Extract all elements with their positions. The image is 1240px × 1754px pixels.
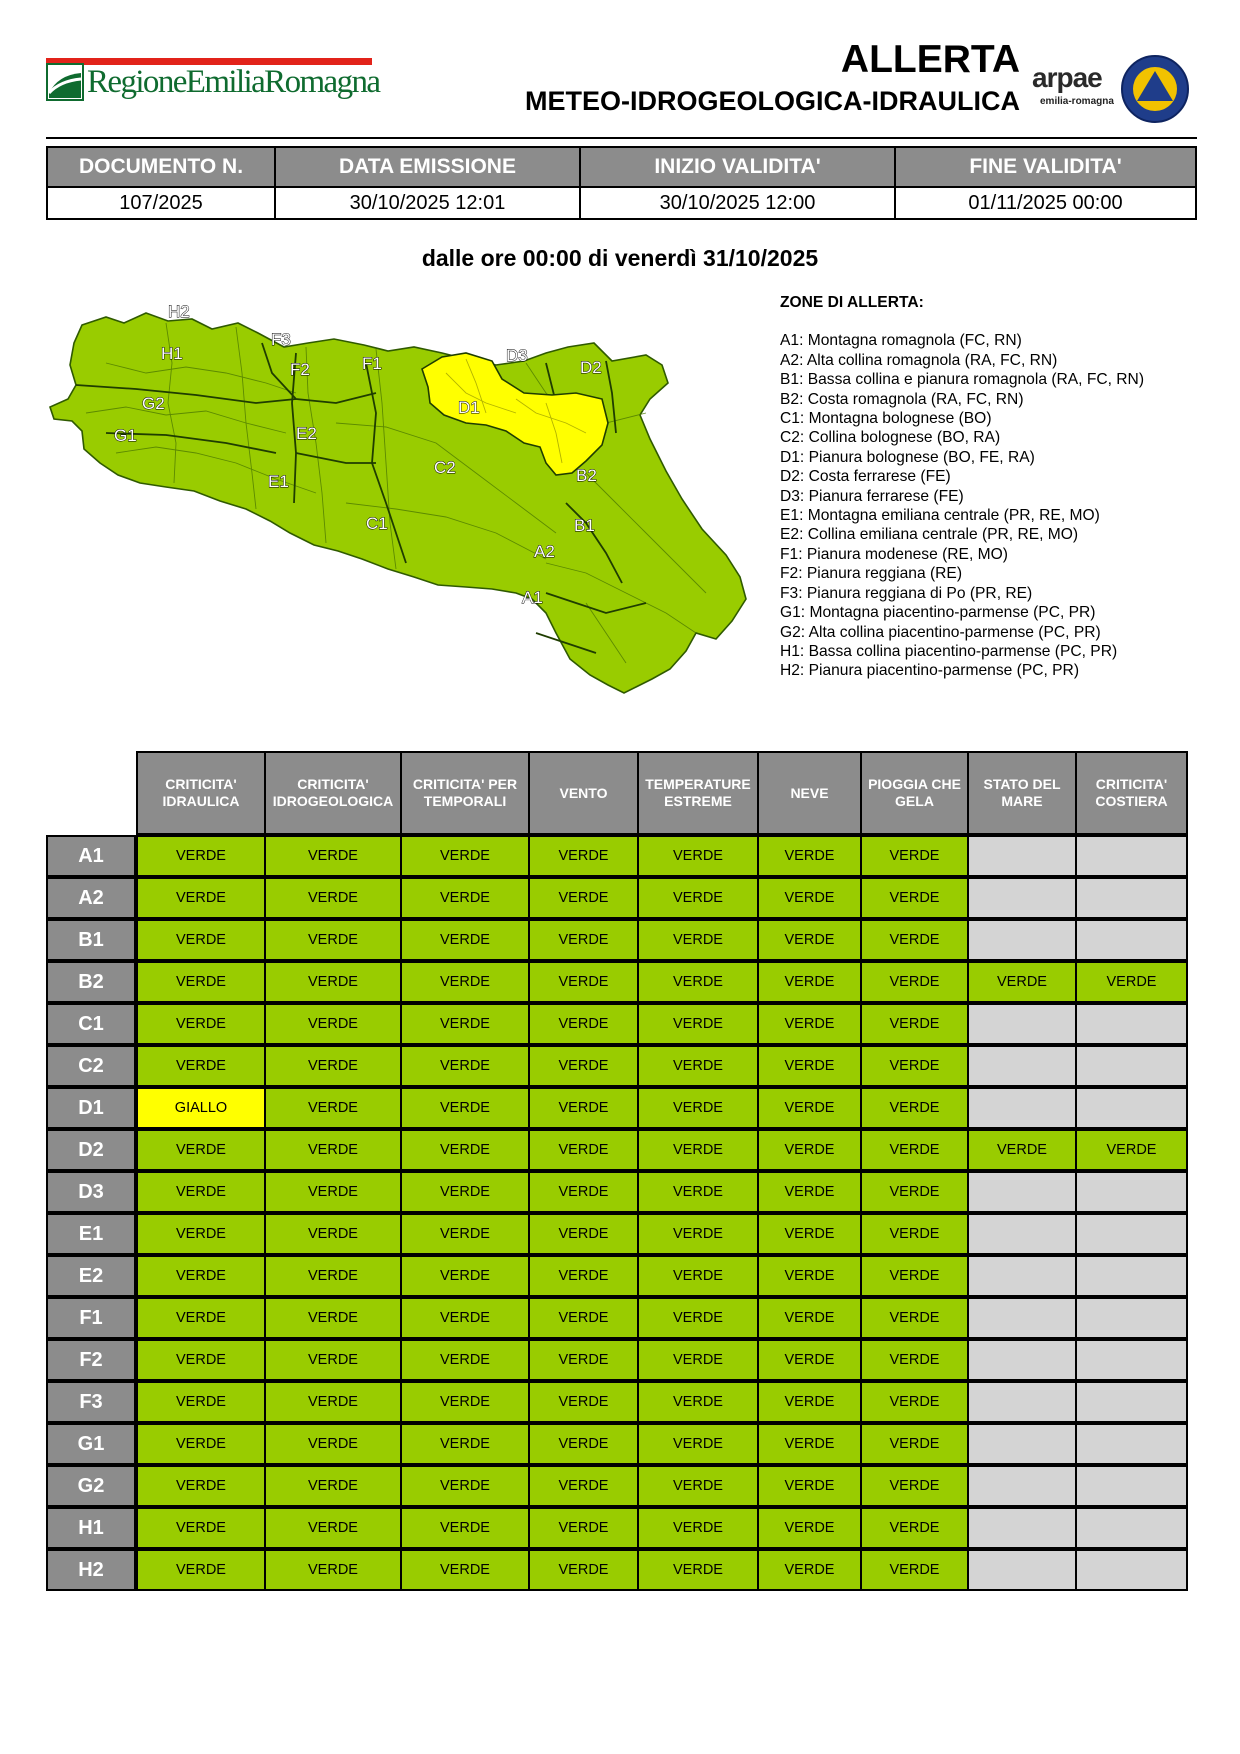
alert-cell: VERDE bbox=[400, 1297, 530, 1339]
alert-cell: VERDE bbox=[757, 1381, 862, 1423]
alert-cell: VERDE bbox=[400, 1213, 530, 1255]
alert-cell: VERDE bbox=[136, 1129, 266, 1171]
column-header: CRITICITA' PER TEMPORALI bbox=[400, 751, 530, 835]
alert-cell: VERDE bbox=[757, 1423, 862, 1465]
map-label-c2: C2 bbox=[434, 458, 456, 477]
zone-legend-item: A1: Montagna romagnola (FC, RN) bbox=[780, 332, 1022, 350]
map-label-g2: G2 bbox=[142, 394, 165, 413]
table-row bbox=[46, 961, 1189, 1003]
table-row bbox=[46, 1549, 1189, 1591]
alert-cell: VERDE bbox=[860, 877, 969, 919]
table-row bbox=[46, 1171, 1189, 1213]
alert-cell: VERDE bbox=[264, 1381, 402, 1423]
alert-cell: VERDE bbox=[264, 1297, 402, 1339]
alert-cell: VERDE bbox=[757, 1129, 862, 1171]
alert-cell: VERDE bbox=[400, 877, 530, 919]
zone-label: B2 bbox=[46, 961, 136, 1003]
alert-cell: VERDE bbox=[136, 877, 266, 919]
alert-cell: VERDE bbox=[860, 1339, 969, 1381]
alert-cell bbox=[967, 877, 1077, 919]
map-label-f2: F2 bbox=[290, 360, 310, 379]
zone-legend-item: D3: Pianura ferrarese (FE) bbox=[780, 487, 964, 505]
map-label-d3: D3 bbox=[506, 346, 528, 365]
alert-cell: VERDE bbox=[400, 1087, 530, 1129]
alert-cell: VERDE bbox=[400, 919, 530, 961]
alert-cell: VERDE bbox=[757, 1339, 862, 1381]
alert-cell: VERDE bbox=[967, 961, 1077, 1003]
alert-cell: VERDE bbox=[860, 1297, 969, 1339]
alert-cell: VERDE bbox=[637, 1381, 759, 1423]
alert-cell bbox=[1075, 877, 1188, 919]
alert-cell: VERDE bbox=[264, 919, 402, 961]
alert-cell: VERDE bbox=[967, 1129, 1077, 1171]
alert-cell bbox=[967, 919, 1077, 961]
zone-legend-item: C1: Montagna bolognese (BO) bbox=[780, 410, 992, 428]
alert-cell: VERDE bbox=[637, 919, 759, 961]
map-label-f3: F3 bbox=[271, 330, 291, 349]
alert-cell: VERDE bbox=[637, 1507, 759, 1549]
column-header: STATO DEL MARE bbox=[967, 751, 1077, 835]
protezione-civile-icon bbox=[1120, 54, 1190, 124]
alert-cell: VERDE bbox=[400, 1423, 530, 1465]
map-label-d2: D2 bbox=[580, 358, 602, 377]
logo-text: RegioneEmiliaRomagna bbox=[87, 64, 380, 100]
alert-cell: VERDE bbox=[757, 835, 862, 877]
alert-cell: VERDE bbox=[528, 919, 639, 961]
zone-legend-item: D1: Pianura bolognese (BO, FE, RA) bbox=[780, 448, 1035, 466]
alert-cell: VERDE bbox=[136, 1297, 266, 1339]
alert-cell: VERDE bbox=[860, 1171, 969, 1213]
alert-cell: VERDE bbox=[400, 1003, 530, 1045]
alert-cell: VERDE bbox=[264, 1087, 402, 1129]
zone-label: G1 bbox=[46, 1423, 136, 1465]
alert-cell: VERDE bbox=[757, 877, 862, 919]
alert-cell: VERDE bbox=[637, 1423, 759, 1465]
alert-cell bbox=[1075, 1045, 1188, 1087]
alert-cell: VERDE bbox=[136, 1381, 266, 1423]
column-header: PIOGGIA CHE GELA bbox=[860, 751, 969, 835]
zones-legend-list bbox=[780, 331, 1220, 680]
zone-legend-item: E1: Montagna emiliana centrale (PR, RE, MO) bbox=[780, 507, 1100, 525]
alert-cell: VERDE bbox=[637, 1129, 759, 1171]
alert-cell bbox=[967, 1549, 1077, 1591]
alert-cell: VERDE bbox=[136, 1423, 266, 1465]
table-row bbox=[46, 1465, 1189, 1507]
alert-cell: VERDE bbox=[400, 1381, 530, 1423]
alert-cell bbox=[967, 1213, 1077, 1255]
alert-cell: GIALLO bbox=[136, 1087, 266, 1129]
alert-cell bbox=[1075, 1381, 1188, 1423]
alert-cell bbox=[1075, 1213, 1188, 1255]
map-label-f1: F1 bbox=[362, 354, 382, 373]
alert-cell: VERDE bbox=[637, 1465, 759, 1507]
regione-flag-icon bbox=[46, 63, 84, 101]
alert-cell: VERDE bbox=[136, 1045, 266, 1087]
zone-label: B1 bbox=[46, 919, 136, 961]
column-header: TEMPERATURE ESTREME bbox=[637, 751, 759, 835]
alert-cell: VERDE bbox=[860, 1423, 969, 1465]
alert-cell: VERDE bbox=[528, 1045, 639, 1087]
alert-cell: VERDE bbox=[860, 1381, 969, 1423]
header-divider bbox=[46, 137, 1197, 139]
zone-label: F3 bbox=[46, 1381, 136, 1423]
table-row bbox=[46, 1297, 1189, 1339]
table-row bbox=[46, 1423, 1189, 1465]
alert-cell: VERDE bbox=[528, 1087, 639, 1129]
alert-cell: VERDE bbox=[757, 919, 862, 961]
regione-emilia-romagna-logo bbox=[46, 58, 380, 106]
alert-cell: VERDE bbox=[860, 1465, 969, 1507]
alert-cell: VERDE bbox=[264, 877, 402, 919]
table-row bbox=[46, 1213, 1189, 1255]
alert-cell: VERDE bbox=[637, 1171, 759, 1213]
map-label-b1: B1 bbox=[574, 516, 595, 535]
alert-cell bbox=[967, 1465, 1077, 1507]
alert-cell: VERDE bbox=[528, 1213, 639, 1255]
map-label-h2: H2 bbox=[168, 303, 190, 321]
zone-legend-item: D2: Costa ferrarese (FE) bbox=[780, 468, 951, 486]
alert-cell bbox=[1075, 1255, 1188, 1297]
alert-cell bbox=[1075, 1171, 1188, 1213]
alert-cell: VERDE bbox=[860, 919, 969, 961]
alert-cell: VERDE bbox=[528, 961, 639, 1003]
alert-cell bbox=[1075, 1465, 1188, 1507]
table-row bbox=[46, 1255, 1189, 1297]
alert-cell: VERDE bbox=[637, 1087, 759, 1129]
table-row bbox=[46, 835, 1189, 877]
alert-cell: VERDE bbox=[136, 1339, 266, 1381]
table-row bbox=[46, 919, 1189, 961]
zone-legend-item: H2: Pianura piacentino-parmense (PC, PR) bbox=[780, 662, 1080, 680]
alert-cell: VERDE bbox=[1075, 1129, 1188, 1171]
alert-cell bbox=[1075, 1003, 1188, 1045]
zone-legend-item: G1: Montagna piacentino-parmense (PC, PR) bbox=[780, 604, 1096, 622]
zone-legend-item: B2: Costa romagnola (RA, FC, RN) bbox=[780, 390, 1024, 408]
zone-legend-item: A2: Alta collina romagnola (RA, FC, RN) bbox=[780, 351, 1058, 369]
zone-label: A1 bbox=[46, 835, 136, 877]
alert-cell bbox=[967, 1087, 1077, 1129]
alert-cell: VERDE bbox=[400, 1255, 530, 1297]
alert-cell: VERDE bbox=[637, 1297, 759, 1339]
map-label-g1: G1 bbox=[114, 426, 137, 445]
zone-label: A2 bbox=[46, 877, 136, 919]
alert-cell: VERDE bbox=[637, 1339, 759, 1381]
map-label-h1: H1 bbox=[161, 344, 183, 363]
alert-cell: VERDE bbox=[528, 1465, 639, 1507]
alert-cell: VERDE bbox=[400, 1549, 530, 1591]
alert-cell: VERDE bbox=[757, 1045, 862, 1087]
table-row bbox=[46, 1339, 1189, 1381]
alert-cell: VERDE bbox=[528, 1507, 639, 1549]
alert-cell bbox=[967, 1171, 1077, 1213]
alert-cell bbox=[1075, 835, 1188, 877]
alert-cell: VERDE bbox=[637, 961, 759, 1003]
alert-cell: VERDE bbox=[400, 961, 530, 1003]
column-header: NEVE bbox=[757, 751, 862, 835]
info-header-emissione: DATA EMISSIONE bbox=[275, 147, 580, 187]
zone-label: E1 bbox=[46, 1213, 136, 1255]
alert-cell: VERDE bbox=[136, 1507, 266, 1549]
table-row bbox=[46, 1129, 1189, 1171]
alert-cell: VERDE bbox=[860, 1003, 969, 1045]
zone-label: D3 bbox=[46, 1171, 136, 1213]
alert-cell: VERDE bbox=[136, 1003, 266, 1045]
alert-cell: VERDE bbox=[136, 835, 266, 877]
zone-label: D1 bbox=[46, 1087, 136, 1129]
info-value-documento: 107/2025 bbox=[47, 187, 275, 219]
alert-cell: VERDE bbox=[136, 1549, 266, 1591]
map-label-e1: E1 bbox=[268, 472, 289, 491]
zone-label: F1 bbox=[46, 1297, 136, 1339]
alert-cell: VERDE bbox=[264, 1171, 402, 1213]
zone-label: H1 bbox=[46, 1507, 136, 1549]
column-header: CRITICITA' IDROGEOLOGICA bbox=[264, 751, 402, 835]
zone-legend-item: H1: Bassa collina piacentino-parmense (PC, PR) bbox=[780, 642, 1118, 660]
alert-cell: VERDE bbox=[1075, 961, 1188, 1003]
alert-cell: VERDE bbox=[528, 1255, 639, 1297]
alert-cell: VERDE bbox=[757, 1171, 862, 1213]
zone-label: G2 bbox=[46, 1465, 136, 1507]
alert-cell: VERDE bbox=[757, 1255, 862, 1297]
alert-cell: VERDE bbox=[637, 1549, 759, 1591]
zone-legend-item: F1: Pianura modenese (RE, MO) bbox=[780, 545, 1008, 563]
alert-cell: VERDE bbox=[637, 877, 759, 919]
column-header: CRITICITA' IDRAULICA bbox=[136, 751, 266, 835]
table-row bbox=[46, 1087, 1189, 1129]
alert-cell bbox=[1075, 1339, 1188, 1381]
alert-cell: VERDE bbox=[136, 961, 266, 1003]
map-label-b2: B2 bbox=[576, 466, 597, 485]
alert-cell bbox=[1075, 1087, 1188, 1129]
alert-cell: VERDE bbox=[136, 919, 266, 961]
alert-cell: VERDE bbox=[400, 1129, 530, 1171]
zone-legend-item: E2: Collina emiliana centrale (PR, RE, MO) bbox=[780, 526, 1079, 544]
alert-cell bbox=[1075, 1549, 1188, 1591]
alert-cell: VERDE bbox=[860, 1255, 969, 1297]
info-header-inizio: INIZIO VALIDITA' bbox=[580, 147, 895, 187]
validity-line: dalle ore 00:00 di venerdì 31/10/2025 bbox=[421, 245, 819, 271]
alert-cell: VERDE bbox=[400, 1465, 530, 1507]
alert-cell: VERDE bbox=[264, 835, 402, 877]
info-value-fine: 01/11/2025 00:00 bbox=[895, 187, 1196, 219]
info-header-fine: FINE VALIDITA' bbox=[895, 147, 1196, 187]
zone-label: F2 bbox=[46, 1339, 136, 1381]
alert-cell: VERDE bbox=[637, 835, 759, 877]
page-title: ALLERTA bbox=[840, 38, 1020, 81]
alert-cell bbox=[967, 1255, 1077, 1297]
alert-cell: VERDE bbox=[637, 1003, 759, 1045]
alert-cell: VERDE bbox=[528, 1297, 639, 1339]
table-row bbox=[46, 1045, 1189, 1087]
alert-cell: VERDE bbox=[528, 1381, 639, 1423]
alert-cell: VERDE bbox=[860, 1507, 969, 1549]
alert-cell bbox=[1075, 1297, 1188, 1339]
info-value-emissione: 30/10/2025 12:01 bbox=[275, 187, 580, 219]
table-row bbox=[46, 1381, 1189, 1423]
alert-cell bbox=[967, 1381, 1077, 1423]
alert-cell: VERDE bbox=[528, 1129, 639, 1171]
alert-cell bbox=[967, 1507, 1077, 1549]
arpae-logo bbox=[1032, 62, 1116, 112]
alert-cell: VERDE bbox=[400, 1507, 530, 1549]
zone-legend-item: F3: Pianura reggiana di Po (PR, RE) bbox=[780, 584, 1033, 602]
alert-cell: VERDE bbox=[757, 1297, 862, 1339]
alert-cell: VERDE bbox=[757, 1465, 862, 1507]
alert-cell: VERDE bbox=[528, 1171, 639, 1213]
alert-cell: VERDE bbox=[860, 1549, 969, 1591]
alert-cell bbox=[967, 1297, 1077, 1339]
alert-cell: VERDE bbox=[528, 1423, 639, 1465]
alert-cell: VERDE bbox=[264, 1423, 402, 1465]
alert-cell: VERDE bbox=[757, 1213, 862, 1255]
alert-cell: VERDE bbox=[136, 1213, 266, 1255]
alert-cell: VERDE bbox=[136, 1171, 266, 1213]
map-label-d1: D1 bbox=[458, 398, 480, 417]
arpae-logo-subtext: emilia-romagna bbox=[1040, 96, 1114, 107]
zone-label: D2 bbox=[46, 1129, 136, 1171]
column-header: VENTO bbox=[528, 751, 639, 835]
alert-cell: VERDE bbox=[860, 1045, 969, 1087]
alert-cell: VERDE bbox=[757, 1549, 862, 1591]
alert-cell: VERDE bbox=[264, 1129, 402, 1171]
zone-label: C2 bbox=[46, 1045, 136, 1087]
zone-legend-item: F2: Pianura reggiana (RE) bbox=[780, 565, 963, 583]
alert-cell: VERDE bbox=[757, 1087, 862, 1129]
alert-cell: VERDE bbox=[528, 1003, 639, 1045]
alert-cell bbox=[1075, 1423, 1188, 1465]
alert-cell: VERDE bbox=[136, 1255, 266, 1297]
map-region-green bbox=[50, 313, 746, 693]
table-row bbox=[46, 877, 1189, 919]
map-label-c1: C1 bbox=[366, 514, 388, 533]
alert-cell: VERDE bbox=[637, 1255, 759, 1297]
alert-cell: VERDE bbox=[264, 1507, 402, 1549]
alert-cell: VERDE bbox=[860, 1213, 969, 1255]
alert-zones-map bbox=[46, 303, 760, 703]
map-label-a2: A2 bbox=[534, 542, 555, 561]
alert-cell: VERDE bbox=[757, 1003, 862, 1045]
alert-cell: VERDE bbox=[860, 1129, 969, 1171]
alert-cell bbox=[1075, 1507, 1188, 1549]
alert-cell: VERDE bbox=[860, 961, 969, 1003]
alert-cell: VERDE bbox=[637, 1213, 759, 1255]
map-label-e2: E2 bbox=[296, 424, 317, 443]
alert-cell: VERDE bbox=[264, 1045, 402, 1087]
alert-cell: VERDE bbox=[528, 1549, 639, 1591]
alert-cell bbox=[967, 835, 1077, 877]
alert-cell bbox=[967, 1423, 1077, 1465]
zone-legend-item: B1: Bassa collina e pianura romagnola (RA, FC, RN) bbox=[780, 371, 1145, 389]
zones-legend bbox=[780, 293, 1220, 681]
alert-cell: VERDE bbox=[860, 835, 969, 877]
zone-label: H2 bbox=[46, 1549, 136, 1591]
zone-label: C1 bbox=[46, 1003, 136, 1045]
alert-cell: VERDE bbox=[264, 1465, 402, 1507]
alert-cell: VERDE bbox=[264, 961, 402, 1003]
alert-cell: VERDE bbox=[400, 1045, 530, 1087]
alert-cell: VERDE bbox=[860, 1087, 969, 1129]
map-label-a1: A1 bbox=[522, 588, 543, 607]
arpae-logo-text: arpae bbox=[1032, 62, 1102, 93]
alert-cell: VERDE bbox=[400, 1171, 530, 1213]
alert-cell: VERDE bbox=[637, 1045, 759, 1087]
alert-cell bbox=[967, 1339, 1077, 1381]
table-row bbox=[46, 1003, 1189, 1045]
zones-legend-title: ZONE DI ALLERTA: bbox=[780, 294, 924, 311]
alert-cell: VERDE bbox=[528, 1339, 639, 1381]
alert-cell: VERDE bbox=[264, 1003, 402, 1045]
alert-cell: VERDE bbox=[264, 1255, 402, 1297]
info-value-inizio: 30/10/2025 12:00 bbox=[580, 187, 895, 219]
zone-legend-item: G2: Alta collina piacentino-parmense (PC, PR) bbox=[780, 623, 1101, 641]
alert-cell: VERDE bbox=[136, 1465, 266, 1507]
zone-label: E2 bbox=[46, 1255, 136, 1297]
alert-cell bbox=[1075, 919, 1188, 961]
info-header-documento: DOCUMENTO N. bbox=[47, 147, 275, 187]
alert-cell: VERDE bbox=[264, 1213, 402, 1255]
alert-cell: VERDE bbox=[400, 1339, 530, 1381]
alert-cell: VERDE bbox=[264, 1549, 402, 1591]
alert-cell: VERDE bbox=[264, 1339, 402, 1381]
alert-cell: VERDE bbox=[400, 835, 530, 877]
column-header: CRITICITA' COSTIERA bbox=[1075, 751, 1188, 835]
alert-cell: VERDE bbox=[757, 961, 862, 1003]
page-subtitle: METEO-IDROGEOLOGICA-IDRAULICA bbox=[525, 86, 1020, 116]
table-row bbox=[46, 1507, 1189, 1549]
alert-cell bbox=[967, 1003, 1077, 1045]
alert-cell bbox=[967, 1045, 1077, 1087]
alert-cell: VERDE bbox=[528, 835, 639, 877]
alert-cell: VERDE bbox=[757, 1507, 862, 1549]
alert-cell: VERDE bbox=[528, 877, 639, 919]
zone-legend-item: C2: Collina bolognese (BO, RA) bbox=[780, 429, 1001, 447]
document-info-table bbox=[46, 146, 1197, 220]
